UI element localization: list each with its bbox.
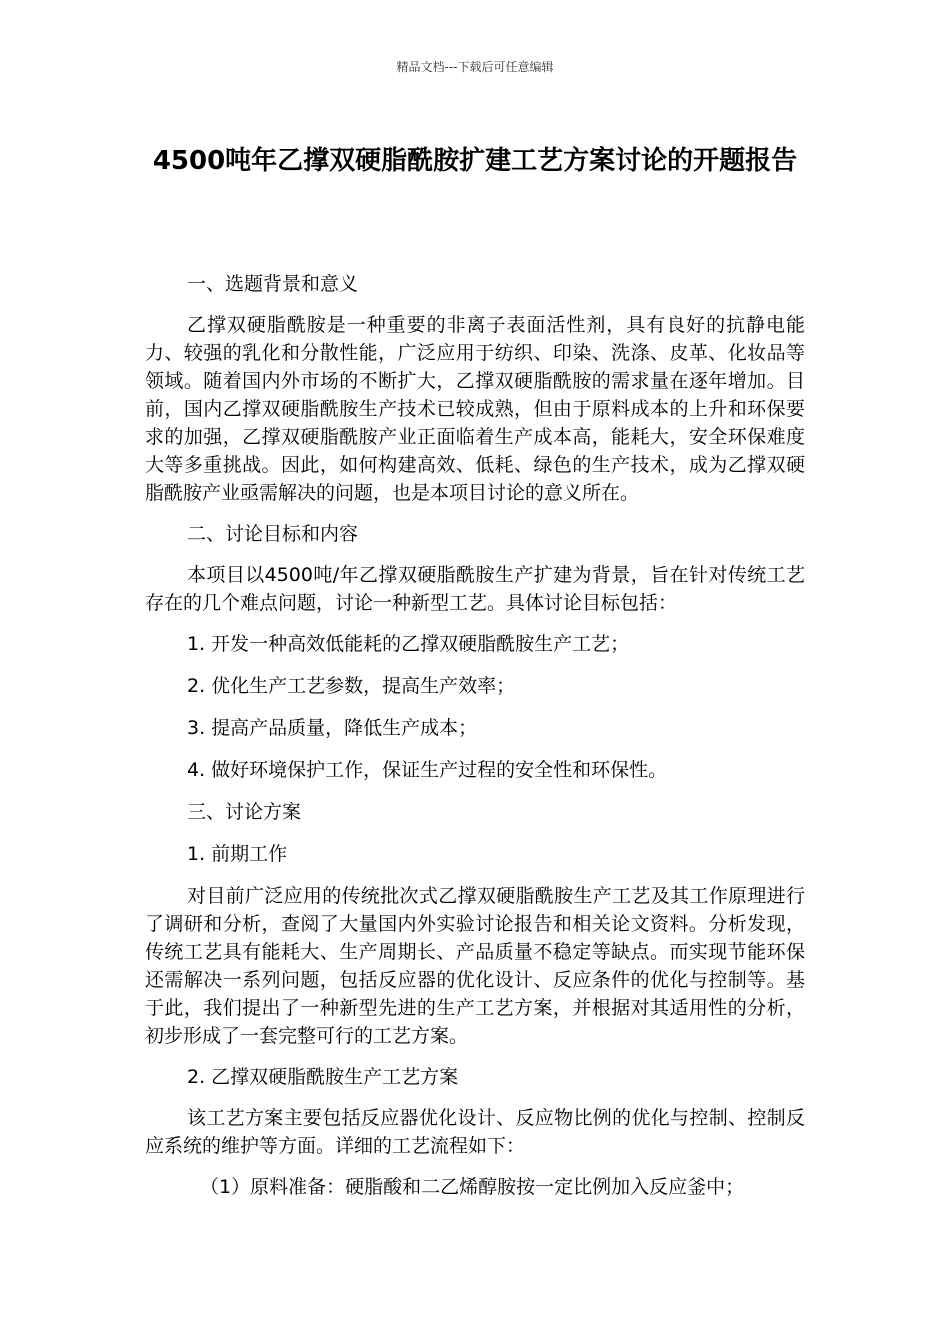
goal-item-2: 2. 优化生产工艺参数，提高生产效率； xyxy=(187,675,516,697)
document-body xyxy=(145,270,805,1214)
goal-item-4: 4. 做好环境保护工作，保证生产过程的安全性和环保性。 xyxy=(187,759,668,781)
goal-item-3: 3. 提高产品质量，降低生产成本； xyxy=(187,717,478,739)
header-note: 精品文档---下载后可任意编辑 xyxy=(396,60,554,74)
document-title: 4500吨年乙撑双硬脂酰胺扩建工艺方案讨论的开题报告 xyxy=(152,146,798,176)
section-2-heading: 二、讨论目标和内容 xyxy=(187,523,359,545)
section-3-paragraph-2: 该工艺方案主要包括反应器优化设计、反应物比例的优化与控制、控制反应系统的维护等方面。详细的工艺流程如下： xyxy=(145,1107,805,1157)
section-1-heading: 一、选题背景和意义 xyxy=(187,273,359,295)
process-step-1: （1）原料准备：硬脂酸和二乙烯醇胺按一定比例加入反应釜中； xyxy=(200,1176,745,1198)
section-3-heading: 三、讨论方案 xyxy=(187,801,302,823)
section-1-paragraph: 乙撑双硬脂酰胺是一种重要的非离子表面活性剂，具有良好的抗静电能力、较强的乳化和分散性能，广泛应用于纺织、印染、洗涤、皮革、化妆品等领域。随着国内外市场的不断扩大，乙撑双硬脂酰胺的需求量在逐年增加。目前，国内乙撑双硬脂酰胺生产技术已较成熟，但由于原料成本的上升和环保要求的加强，乙撑双硬脂酰胺产业正面临着生产成本高，能耗大，安全环保难度大等多重挑战。因此，如何构建高效、低耗、绿色的生产技术，成为乙撑双硬脂酰胺产业亟需解决的问题，也是本项目讨论的意义所在。 xyxy=(145,314,805,504)
section-3-sub-1: 1. 前期工作 xyxy=(187,843,288,865)
section-2-paragraph: 本项目以4500吨/年乙撑双硬脂酰胺生产扩建为背景，旨在针对传统工艺存在的几个难点问题，讨论一种新型工艺。具体讨论目标包括： xyxy=(145,564,805,614)
goal-item-1: 1. 开发一种高效低能耗的乙撑双硬脂酰胺生产工艺； xyxy=(187,633,630,655)
section-3-paragraph-1: 对目前广泛应用的传统批次式乙撑双硬脂酰胺生产工艺及其工作原理进行了调研和分析，查阅了大量国内外实验讨论报告和相关论文资料。分析发现，传统工艺具有能耗大、生产周期长、产品质量不稳定等缺点。而实现节能环保还需解决一系列问题，包括反应器的优化设计、反应条件的优化与控制等。基于此，我们提出了一种新型先进的生产工艺方案，并根据对其适用性的分析，初步形成了一套完整可行的工艺方案。 xyxy=(145,885,805,1047)
section-3-sub-2: 2. 乙撑双硬脂酰胺生产工艺方案 xyxy=(187,1066,459,1088)
